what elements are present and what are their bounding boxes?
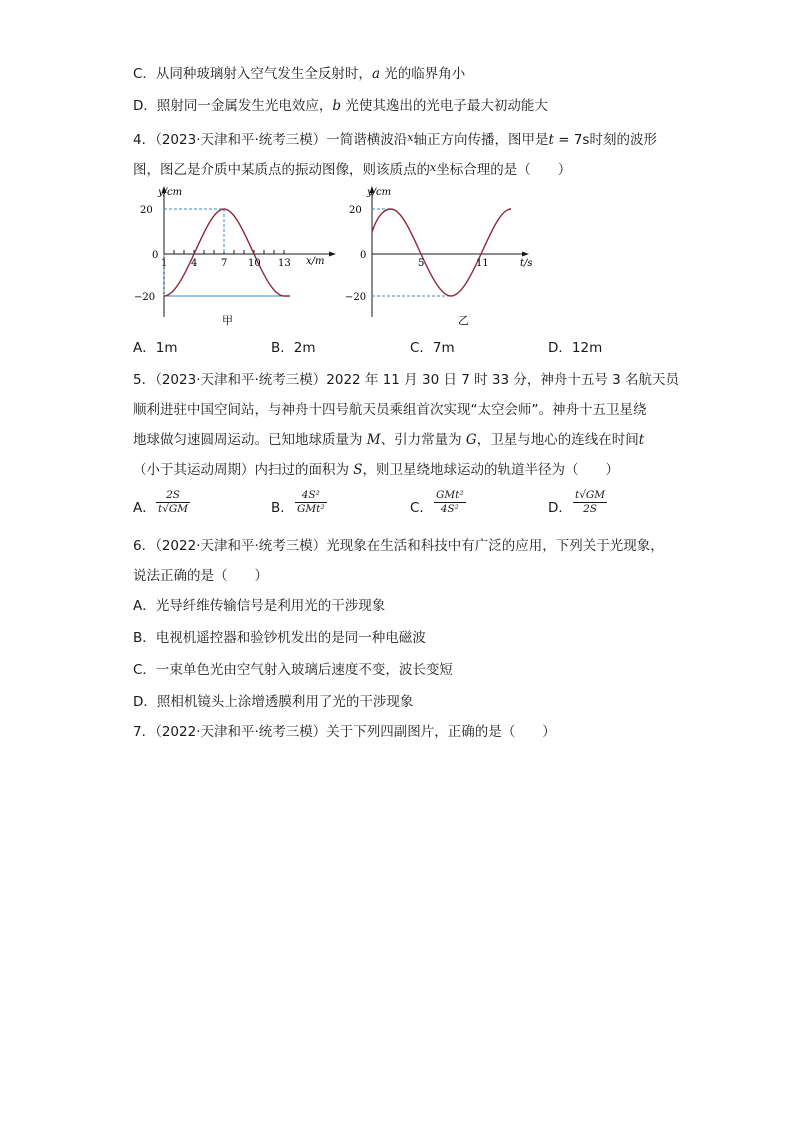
q5-stem-line2: 顺利进驻中国空间站，与神舟十四号航天员乘组首次实现“太空会师”。神舟十五卫星绕 <box>133 402 647 418</box>
graph1-ytick-neg20: −20 <box>134 292 156 303</box>
graph2-ylabel: y/cm <box>367 187 392 198</box>
q5-option-c-fraction[interactable]: GMt² 4S² <box>436 489 464 515</box>
q5-option-d-label[interactable]: D． <box>548 500 572 516</box>
q6-option-a[interactable]: A．光导纤维传输信号是利用光的干涉现象 <box>133 598 386 614</box>
graph1-xtick-7: 7 <box>221 258 228 269</box>
q4-option-b[interactable]: B．2m <box>271 340 316 356</box>
graph-wave-jia <box>130 182 340 332</box>
graph2-ytick-20: 20 <box>349 205 362 216</box>
graph1-caption: 甲 <box>222 314 233 327</box>
q4-option-c[interactable]: C．7m <box>410 340 455 356</box>
graph2-caption: 乙 <box>458 314 469 327</box>
q3-option-d: D．照射同一金属发生光电效应，b 光使其逸出的光电子最大初动能大 <box>133 98 548 114</box>
q4-stem-line2: 图，图乙是介质中某质点的振动图像，则该质点的$^x$坐标合理的是（ ） <box>133 161 572 178</box>
q5-option-b-fraction[interactable]: 4S² GMt² <box>297 489 325 515</box>
q6-stem-line2: 说法正确的是（ ） <box>133 568 268 584</box>
q4-option-a[interactable]: A．1m <box>133 340 178 356</box>
graph2-xtick-11: 11 <box>476 258 489 269</box>
graph1-ylabel: y/cm <box>158 187 183 198</box>
graph1-xlabel: x/m <box>306 256 325 267</box>
graph2-xtick-5: 5 <box>418 258 425 269</box>
q5-stem-line3: 地球做匀速圆周运动。已知地球质量为 M、引力常量为 G，卫星与地心的连线在时间t <box>133 432 645 448</box>
q5-option-a-fraction[interactable]: 2S t√GM <box>158 489 189 515</box>
q4-stem-line1: 4．（2023·天津和平·统考三模）一简谐横波沿$^x$轴正方向传播，图甲是t = 7s时刻的波形 <box>133 131 657 148</box>
graph2-xlabel: t/s <box>520 258 533 269</box>
q5-option-a-label[interactable]: A． <box>133 500 156 516</box>
q3-option-c: C．从同种玻璃射入空气发生全反射时，a 光的临界角小 <box>133 66 466 82</box>
q4-option-d[interactable]: D．12m <box>548 340 603 356</box>
q5-stem-line4: （小于其运动周期）内扫过的面积为 S，则卫星绕地球运动的轨道半径为（ ） <box>133 462 620 478</box>
q5-option-b-label[interactable]: B． <box>271 500 294 516</box>
q6-stem-line1: 6．（2022·天津和平·统考三模）光现象在生活和科技中有广泛的应用，下列关于光现象， <box>133 538 664 554</box>
graph1-xtick-1: 1 <box>161 258 168 269</box>
graph-vibration-yi <box>345 182 545 332</box>
graph1-origin: 0 <box>152 250 159 261</box>
graph2-ytick-neg20: −20 <box>345 292 367 303</box>
graph1-xtick-10: 10 <box>248 258 261 269</box>
q6-option-d[interactable]: D．照相机镜头上涂增透膜利用了光的干涉现象 <box>133 694 414 710</box>
q5-option-d-fraction[interactable]: t√GM 2S <box>575 489 606 515</box>
graph1-ytick-20: 20 <box>140 205 153 216</box>
q7-stem-line1: 7．（2022·天津和平·统考三模）关于下列四副图片，正确的是（ ） <box>133 724 556 740</box>
graph1-xtick-4: 4 <box>191 258 198 269</box>
q5-stem-line1: 5．（2023·天津和平·统考三模）2022 年 11 月 30 日 7 时 33 分，神舟十五号 3 名航天员 <box>133 372 680 388</box>
q6-option-b[interactable]: B．电视机遥控器和验钞机发出的是同一种电磁波 <box>133 630 426 646</box>
graph1-xtick-13: 13 <box>278 258 291 269</box>
q6-option-c[interactable]: C．一束单色光由空气射入玻璃后速度不变，波长变短 <box>133 662 453 678</box>
q5-option-c-label[interactable]: C． <box>410 500 433 516</box>
graph2-origin: 0 <box>360 250 367 261</box>
